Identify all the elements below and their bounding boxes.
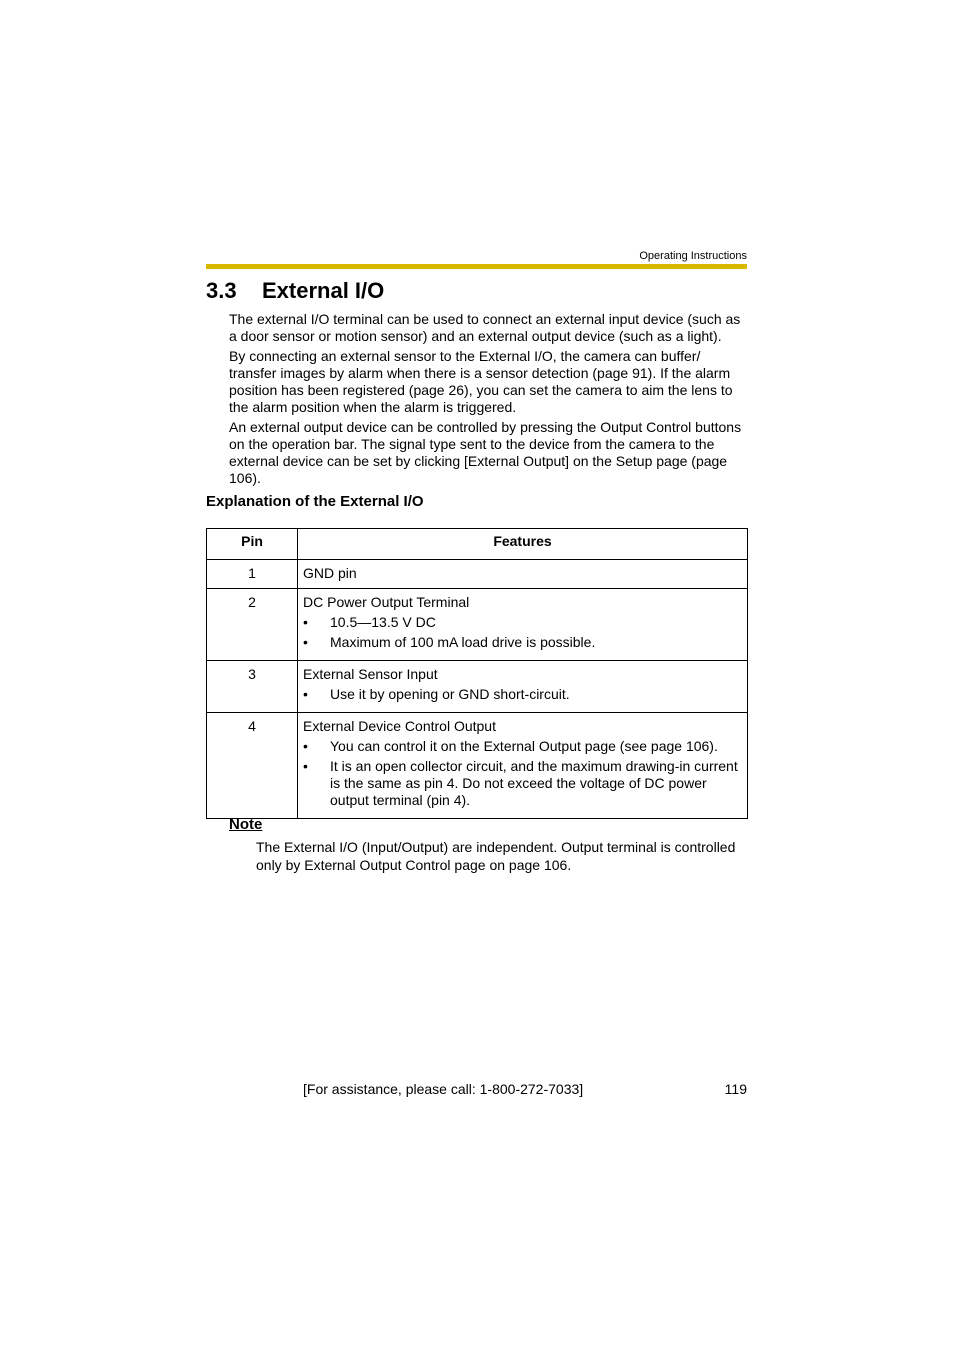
feature-cell bbox=[298, 560, 748, 589]
feature-bullets bbox=[303, 738, 743, 809]
subheading: Explanation of the External I/O bbox=[206, 493, 424, 510]
list-item: • Use it by opening or GND short-circuit. bbox=[303, 686, 570, 702]
column-header-features: Features bbox=[298, 529, 748, 560]
feature-title: GND pin bbox=[303, 565, 357, 581]
feature-title: External Device Control Output bbox=[303, 718, 496, 734]
list-item: • It is an open collector circuit, and the maximum drawing-in current is the same as pin 4. Do not exceed the voltage of DC power output terminal (pin 4). bbox=[303, 758, 738, 808]
page-number: 119 bbox=[724, 1081, 747, 1097]
list-item: • Maximum of 100 mA load drive is possible. bbox=[303, 634, 596, 650]
pin-number: 3 bbox=[207, 661, 298, 713]
feature-bullets bbox=[303, 614, 743, 651]
paragraph: An external output device can be controlled by pressing the Output Control buttons on the operation bar. The signal type sent to the device from the camera to the external device can be set by clicking [External Output] on the Setup page (page 106). bbox=[229, 419, 742, 486]
paragraph: By connecting an external sensor to the External I/O, the camera can buffer/ transfer images by alarm when there is a sensor detection (page 91). If the alarm position has been registered (page 26), you can set the camera to aim the lens to the alarm position when the alarm is triggered. bbox=[229, 348, 733, 415]
feature-bullets bbox=[303, 686, 743, 703]
feature-title: DC Power Output Terminal bbox=[303, 594, 470, 610]
feature-title: External Sensor Input bbox=[303, 666, 438, 682]
bullet-icon: • bbox=[303, 738, 308, 754]
list-item: • 10.5—13.5 V DC bbox=[303, 614, 436, 630]
bullet-icon: • bbox=[303, 614, 308, 630]
running-head: Operating Instructions bbox=[639, 250, 747, 262]
assistance-line: [For assistance, please call: 1-800-272-7033] bbox=[303, 1081, 584, 1097]
paragraph: The external I/O terminal can be used to connect an external input device (such as a door sensor or motion sensor) and an external output device (such as a light). bbox=[229, 311, 741, 344]
section-title-text: External I/O bbox=[262, 278, 385, 303]
column-header-pin: Pin bbox=[207, 529, 298, 560]
header-rule bbox=[206, 264, 747, 269]
pin-number: 4 bbox=[207, 713, 298, 819]
table-header-row bbox=[207, 529, 748, 560]
section-number: 3.3 bbox=[206, 278, 237, 303]
bullet-icon: • bbox=[303, 758, 308, 774]
section-title bbox=[206, 277, 384, 305]
feature-cell bbox=[298, 589, 748, 661]
feature-cell bbox=[298, 661, 748, 713]
table-row bbox=[207, 713, 748, 819]
intro-text bbox=[229, 311, 749, 490]
note-text: The External I/O (Input/Output) are independent. Output terminal is controlled only by External Output Control page on page 106. bbox=[256, 839, 736, 873]
pin-number: 2 bbox=[207, 589, 298, 661]
pin-table bbox=[206, 528, 748, 819]
feature-cell bbox=[298, 713, 748, 819]
list-item: • You can control it on the External Output page (see page 106). bbox=[303, 738, 718, 754]
bullet-icon: • bbox=[303, 634, 308, 650]
table-row bbox=[207, 560, 748, 589]
bullet-icon: • bbox=[303, 686, 308, 702]
table-row bbox=[207, 661, 748, 713]
table-row bbox=[207, 589, 748, 661]
note-heading: Note bbox=[229, 816, 263, 833]
pin-number: 1 bbox=[207, 560, 298, 589]
